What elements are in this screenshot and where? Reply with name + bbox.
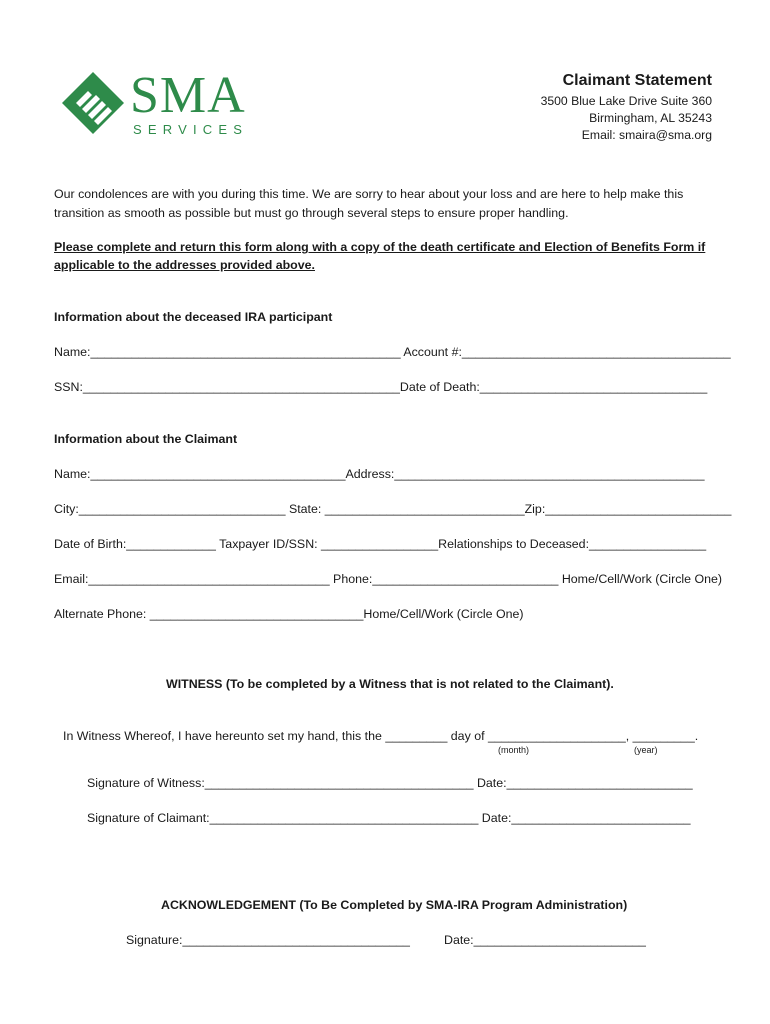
claimant-email-phone-row[interactable]: Email:___________________________________ Phone:___________________________ Home/Cell/Work (Circle One) <box>54 572 723 586</box>
deceased-ssn-dod-row[interactable]: SSN:______________________________________________Date of Death:_________________________________ <box>54 380 708 394</box>
document-title: Claimant Statement <box>562 72 712 89</box>
deceased-name-account-row[interactable]: Name:_____________________________________________ Account #:_______________________________________ <box>54 345 731 359</box>
acknowledgement-heading: ACKNOWLEDGEMENT (To Be Completed by SMA-IRA Program Administration) <box>161 898 628 912</box>
instruction-line-1: Please complete and return this form along with a copy of the death certificate and Election of Benefits Form if <box>54 240 706 254</box>
intro-line-1: Our condolences are with you during this time. We are sorry to hear about your loss and are here to help make this <box>54 187 684 201</box>
month-caption: (month) <box>498 745 530 755</box>
admin-signature-field[interactable]: Signature:_________________________________ <box>126 933 410 947</box>
claimant-dob-ssn-relationship-row[interactable]: Date of Birth:_____________ Taxpayer ID/SSN: _________________Relationships to Deceased:_________________ <box>54 537 707 551</box>
claimant-section-heading: Information about the Claimant <box>54 432 238 446</box>
witness-whereof-line[interactable]: In Witness Whereof, I have hereunto set my hand, this the _________ day of ____________________, _________. <box>63 729 699 743</box>
address-line-1: 3500 Blue Lake Drive Suite 360 <box>540 94 712 108</box>
sma-logo <box>60 68 260 140</box>
logo-subtitle: SERVICES <box>133 122 249 137</box>
contact-email: Email: smaira@sma.org <box>581 128 712 142</box>
witness-section-heading: WITNESS (To be completed by a Witness that is not related to the Claimant). <box>166 677 614 691</box>
address-line-2: Birmingham, AL 35243 <box>589 111 712 125</box>
intro-line-2: transition as smooth as possible but must go through several steps to ensure proper handling. <box>54 206 569 220</box>
year-caption: (year) <box>634 745 658 755</box>
claimant-alternate-phone-row[interactable]: Alternate Phone: _______________________________Home/Cell/Work (Circle One) <box>54 607 524 621</box>
claimant-city-state-zip-row[interactable]: City:______________________________ State: _____________________________Zip:___________________________ <box>54 502 732 516</box>
claimant-name-address-row[interactable]: Name:_____________________________________Address:_____________________________________________ <box>54 467 705 481</box>
sma-logo-mark-icon <box>60 70 126 136</box>
logo-wordmark: SMA <box>130 67 246 124</box>
claimant-signature-row[interactable]: Signature of Claimant:_______________________________________ Date:__________________________ <box>87 811 691 825</box>
witness-signature-row[interactable]: Signature of Witness:_______________________________________ Date:___________________________ <box>87 776 693 790</box>
deceased-section-heading: Information about the deceased IRA participant <box>54 310 333 324</box>
instruction-line-2: applicable to the addresses provided above. <box>54 258 315 272</box>
admin-date-field[interactable]: Date:_________________________ <box>444 933 646 947</box>
